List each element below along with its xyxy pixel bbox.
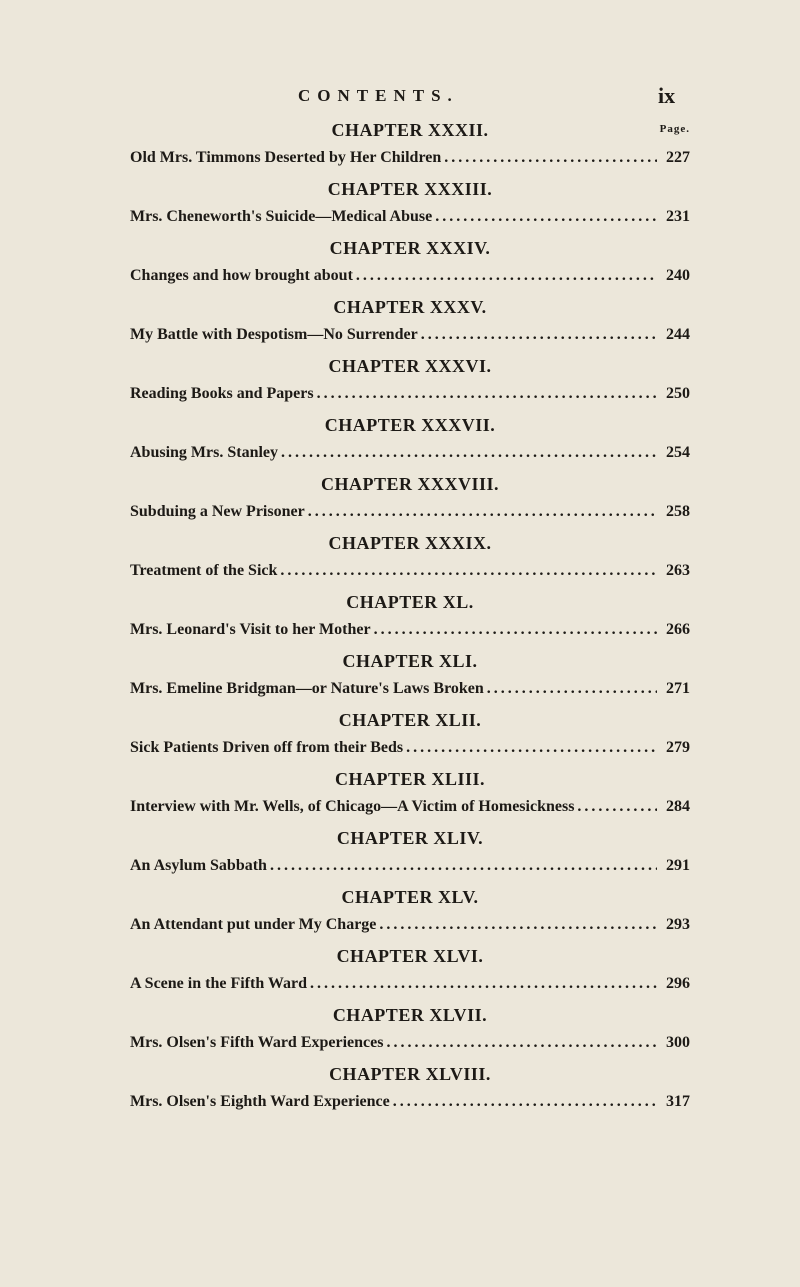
toc-chapter [130, 474, 690, 533]
dot-leader [435, 208, 657, 226]
toc-entry[interactable] [130, 916, 690, 934]
entry-page-number: 227 [666, 149, 690, 166]
toc-chapter [130, 1005, 690, 1064]
entry-page-number: 250 [666, 385, 690, 402]
entry-title: An Asylum Sabbath [130, 857, 267, 874]
entry-title: Mrs. Olsen's Eighth Ward Experience [130, 1093, 390, 1110]
chapter-heading: CHAPTER XXXVI. [328, 356, 492, 376]
dot-leader [393, 1093, 657, 1111]
entry-page-number: 240 [666, 267, 690, 284]
chapter-heading: CHAPTER XXXIV. [329, 238, 491, 258]
entry-page-number: 317 [666, 1093, 690, 1110]
dot-leader [386, 1034, 657, 1052]
toc-entry[interactable] [130, 267, 690, 285]
chapter-heading: CHAPTER XLIII. [334, 769, 486, 789]
entry-title: Mrs. Olsen's Fifth Ward Experiences [130, 1034, 384, 1051]
entry-title: Reading Books and Papers [130, 385, 314, 402]
toc-chapter [130, 651, 690, 710]
entry-title: Sick Patients Driven off from their Beds [130, 739, 404, 756]
chapter-heading: CHAPTER XXXIX. [328, 533, 492, 553]
page-column-label: Page. [659, 123, 690, 135]
table-of-contents [130, 120, 690, 1123]
chapter-heading: CHAPTER XLV. [341, 887, 479, 907]
entry-title: Treatment of the Sick [130, 562, 278, 579]
chapter-heading: CHAPTER XL. [346, 592, 474, 612]
toc-entry[interactable] [130, 326, 690, 344]
entry-title: A Scene in the Fifth Ward [130, 975, 308, 992]
entry-page-number: 291 [666, 857, 690, 874]
entry-page-number: 300 [666, 1034, 690, 1051]
entry-title: Abusing Mrs. Stanley [130, 444, 279, 461]
toc-chapter [130, 946, 690, 1005]
entry-title: My Battle with Despotism—No Surrender [130, 326, 418, 343]
entry-page-number: 244 [666, 326, 690, 343]
chapter-heading: CHAPTER XXXII. [331, 120, 489, 140]
entry-page-number: 258 [666, 503, 690, 520]
toc-chapter [130, 1064, 690, 1123]
chapter-heading: CHAPTER XLVIII. [329, 1064, 491, 1084]
chapter-heading: CHAPTER XLVI. [336, 946, 484, 966]
entry-page-number: 293 [666, 916, 690, 933]
toc-entry[interactable] [130, 1093, 690, 1111]
dot-leader [577, 798, 657, 816]
toc-chapter [130, 828, 690, 887]
toc-chapter [130, 769, 690, 828]
toc-chapter [130, 297, 690, 356]
toc-entry[interactable] [130, 621, 690, 639]
chapter-heading: CHAPTER XXXVII. [324, 415, 496, 435]
entry-page-number: 266 [666, 621, 690, 638]
toc-chapter [130, 887, 690, 946]
page-number: ix [658, 83, 676, 108]
entry-page-number: 296 [666, 975, 690, 992]
dot-leader [270, 857, 657, 875]
dot-leader [310, 975, 657, 993]
toc-entry[interactable] [130, 1034, 690, 1052]
toc-chapter [130, 710, 690, 769]
chapter-heading: CHAPTER XXXIII. [327, 179, 493, 199]
entry-page-number: 254 [666, 444, 690, 461]
entry-title: Subduing a New Prisoner [130, 503, 305, 520]
toc-entry[interactable] [130, 739, 690, 757]
entry-title: Changes and how brought about [130, 267, 353, 284]
toc-entry[interactable] [130, 208, 690, 226]
toc-entry[interactable] [130, 680, 690, 698]
chapter-heading: CHAPTER XLII. [338, 710, 482, 730]
toc-chapter [130, 356, 690, 415]
entry-title: Mrs. Cheneworth's Suicide—Medical Abuse [130, 208, 433, 225]
chapter-heading: CHAPTER XLIV. [336, 828, 484, 848]
entry-page-number: 263 [666, 562, 690, 579]
toc-entry[interactable] [130, 444, 690, 462]
entry-title: Old Mrs. Timmons Deserted by Her Children [130, 149, 442, 166]
dot-leader [317, 385, 657, 403]
chapter-heading: CHAPTER XLVII. [332, 1005, 488, 1025]
chapter-heading: CHAPTER XXXV. [333, 297, 487, 317]
toc-entry[interactable] [130, 149, 690, 167]
dot-leader [421, 326, 657, 344]
running-header [0, 83, 800, 110]
chapter-heading: CHAPTER XLI. [342, 651, 478, 671]
toc-entry[interactable] [130, 385, 690, 403]
toc-entry[interactable] [130, 562, 690, 580]
toc-chapter [130, 179, 690, 238]
entry-page-number: 279 [666, 739, 690, 756]
toc-entry[interactable] [130, 975, 690, 993]
entry-page-number: 284 [666, 798, 690, 815]
entry-title: An Attendant put under My Charge [130, 916, 377, 933]
entry-title: Mrs. Emeline Bridgman—or Nature's Laws Broken [130, 680, 484, 697]
entry-page-number: 231 [666, 208, 690, 225]
toc-chapter [130, 238, 690, 297]
toc-entry[interactable] [130, 857, 690, 875]
entry-title: Interview with Mr. Wells, of Chicago—A Victim of Homesickness [130, 798, 575, 815]
dot-leader [444, 149, 657, 167]
entry-page-number: 271 [666, 680, 690, 697]
toc-chapter [130, 120, 690, 179]
toc-chapter [130, 415, 690, 474]
toc-chapter [130, 533, 690, 592]
dot-leader [487, 680, 657, 698]
toc-entry[interactable] [130, 798, 690, 816]
dot-leader [280, 562, 657, 580]
entry-title: Mrs. Leonard's Visit to her Mother [130, 621, 371, 638]
dot-leader [379, 916, 657, 934]
dot-leader [374, 621, 657, 639]
dot-leader [308, 503, 657, 521]
toc-chapter [130, 592, 690, 651]
header-title: CONTENTS. [298, 86, 459, 105]
chapter-heading: CHAPTER XXXVIII. [320, 474, 499, 494]
dot-leader [406, 739, 657, 757]
toc-entry[interactable] [130, 503, 690, 521]
dot-leader [356, 267, 657, 285]
dot-leader [281, 444, 657, 462]
